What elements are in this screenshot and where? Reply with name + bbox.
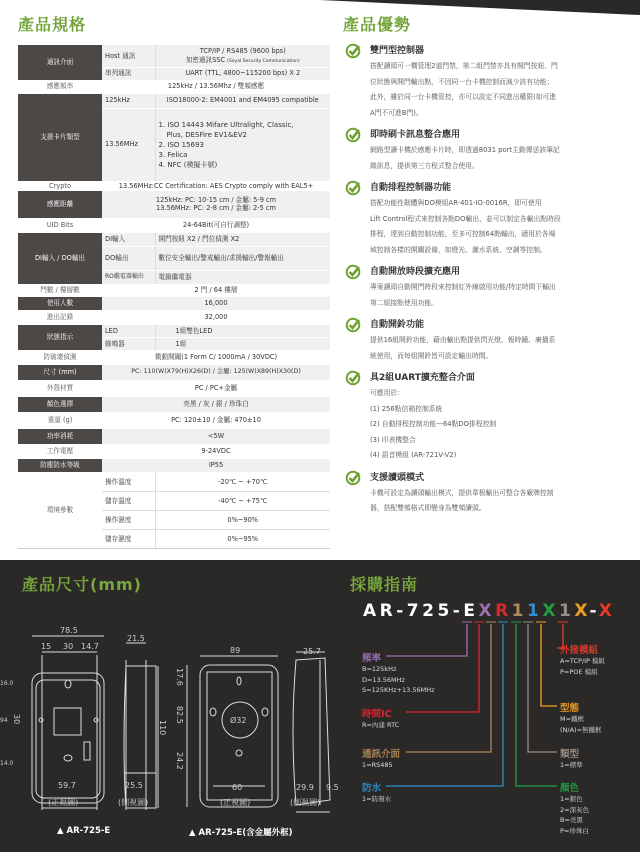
order-option: 1=防潑水 (362, 795, 392, 803)
order-option: R=內建 RTC (362, 721, 400, 729)
spec-sublabel: Host 通訊 (102, 45, 155, 67)
dim-label: 59.7 (58, 781, 76, 790)
advantage-text: 統使用，而每組開鈴皆可設定輸出時間。 (370, 351, 493, 360)
spec-label: 功率消耗 (18, 428, 102, 444)
spec-label: 工作電壓 (18, 444, 102, 458)
spec-value: 32,000 (102, 310, 330, 324)
dim-label: Ø32 (230, 716, 247, 725)
spec-label: 重量 (g) (18, 412, 102, 428)
dim-label: 94 (0, 717, 8, 724)
spec-value: 0%~90% (155, 510, 330, 529)
order-option: A=TCP/IP 模組 (560, 657, 606, 665)
ordering-title: 採購指南 (350, 575, 419, 594)
side-view-caption: (側視圖) (118, 798, 149, 807)
advantage-text: (3) 印表機整合 (370, 435, 416, 444)
order-option: S=125KHz+13.56MHz (362, 686, 435, 694)
order-group-options (362, 760, 393, 771)
spec-value: -20℃ ~ +70℃ (155, 472, 330, 491)
order-group-options (560, 760, 583, 771)
order-group-options (560, 656, 605, 677)
spec-label: Crypto (18, 181, 102, 190)
spec-value: 微動開關(1 Form C/ 1000mA / 30VDC) (102, 350, 330, 364)
spec-sublabel: 操作溫度 (102, 472, 155, 491)
order-option: P=珍珠白 (560, 826, 589, 835)
order-option: D=13.56MHz (362, 675, 405, 684)
dim-label: 89 (230, 646, 241, 655)
order-group-options (560, 794, 589, 836)
front-view-caption: (正視圖) (48, 798, 79, 807)
dim-label: 60 (232, 783, 243, 792)
advantage-text: 排程，達到自動控制功能，至多可控制64點輸出，適用於各場 (370, 230, 556, 238)
spec-label: 防塵防水等級 (18, 458, 102, 472)
spec-sublabel: 串列通訊 (102, 67, 155, 80)
dim-label: 14.0 (0, 760, 14, 767)
spec-value: 125kHz / 13.56Mhz / 雙頻感應 (102, 80, 330, 93)
spec-sublabel: 操作濕度 (102, 510, 155, 529)
dim-label: 30 (12, 714, 21, 725)
advantage-title: 雙門型控制器 (370, 46, 425, 56)
front-view-caption: (正視圖) (220, 798, 251, 807)
order-group-label: 顏色 (560, 783, 580, 794)
spec-sublabel: RO繼電器輸出 (102, 270, 155, 284)
order-group-options (560, 714, 602, 735)
advantage-text: 此外，雖於同一台卡機管控，亦可以設定不同進出權限(如可進 (370, 93, 557, 101)
spec-label: 使用人數 (18, 296, 102, 310)
spec-value: 125kHz: PC: 10-15 cm / 金屬: 5-9 cm 13.56MHz: PC: 2-8 cm / 金屬: 2-5 cm (102, 190, 330, 218)
spec-value: PC: 110(W)X79(H)X26(D) / 金屬: 125(W)X89(H)X30(D) (102, 364, 330, 380)
order-group-label: 型態 (560, 703, 580, 714)
dim-label: 29.9 (296, 783, 314, 792)
dim-label: 110 (158, 720, 167, 736)
spec-value: IP55 (102, 458, 330, 472)
order-option: 1=標準 (560, 761, 583, 769)
advantage-text: 域控制各樣的開關設備，如燈光、灑水系統、空調等控制。 (370, 245, 547, 254)
model-label: ▲ AR-725-E (57, 826, 111, 836)
spec-value: TCP/IP / RS485 (9600 bps) 加密通訊SSC (Soyal Security Communication) (155, 45, 330, 67)
order-option: P=POE 模組 (560, 667, 598, 676)
advantage-text: A門不可進B門)。 (370, 108, 423, 117)
spec-sublabel: DI輸入 (102, 232, 155, 246)
advantage-title: 自動開放時段擴充應用 (370, 267, 461, 277)
dim-label: 82.5 (175, 706, 184, 724)
advantage-title: 即時刷卡訊息整合應用 (370, 130, 461, 140)
advantage-text: 位狀態與開門輸出點，不因同一台卡機控制而減少該有功能； (370, 77, 554, 86)
order-option: 1=銀色 (560, 795, 583, 803)
dim-label: 30 (63, 642, 74, 651)
spec-label: 感應距離 (18, 190, 102, 218)
order-group-label: 時間IC (362, 709, 392, 720)
code-char: R (495, 601, 512, 621)
spec-value: 1組雙色LED (155, 324, 330, 337)
side-view-caption: (側視圖) (290, 798, 321, 807)
spec-label: 狀態指示 (18, 324, 102, 350)
spec-value: -40℃ ~ +75℃ (155, 491, 330, 510)
spec-label: 防破壞偵測 (18, 350, 102, 364)
spec-value: 1. ISO 14443 Mifare Ultralight, Classic, Plus, DESFire EV1&EV2 2. ISO 15693 3. Felica 4. NFC (模擬卡號) (155, 108, 330, 181)
advantage-title: 自動開鈴功能 (370, 320, 425, 330)
spec-label: 感應頻率 (18, 80, 102, 93)
code-char: X (478, 601, 496, 621)
code-prefix: AR-725-E (363, 601, 479, 621)
advantage-text: Lift Control程式來控制各點DO輸出，並可以制定各輸出點時段 (370, 214, 561, 223)
dim-label: 17.6 (175, 668, 184, 686)
order-group-options (362, 720, 399, 731)
spec-value: 0%~95% (155, 529, 330, 548)
advantage-text: 可應用於： (370, 389, 404, 397)
code-char: 1 (527, 601, 543, 621)
code-char: 1 (558, 601, 575, 621)
advantage-text: 搭配功能性韌體與DO模組AR-401-IO-0016R，即可使用 (370, 199, 542, 207)
order-option: 1=RS485 (362, 761, 393, 769)
order-group-label: 類型 (560, 749, 580, 760)
order-group-options (362, 794, 391, 805)
spec-label: 尺寸 (mm) (18, 364, 102, 380)
model-label: ▲ AR-725-E(含金屬外框) (189, 828, 293, 838)
spec-value: UART (TTL, 4800~115200 bps) X 2 (155, 67, 330, 80)
order-option: B=亮黑 (560, 816, 583, 824)
spec-label: UID Bits (18, 218, 102, 232)
spec-sublabel: 蜂鳴器 (102, 337, 155, 350)
advantage-text: 器，搭配雙頻格式即變身為雙頻讀頭。 (370, 504, 486, 512)
spec-value: 數位安全輸出/警戒輸出/求援輸出/警報輸出 (155, 246, 330, 270)
spec-label: 環境參數 (18, 472, 102, 548)
spec-value: 電鎖繼電器 (155, 270, 330, 284)
order-option: M=鐵框 (560, 715, 585, 723)
spec-value: 13.56MHz:CC Certification: AES Crypto comply with EAL5+ (102, 181, 330, 190)
dim-label: 16.0 (0, 680, 14, 687)
spec-label: 門數 / 樓層數 (18, 284, 102, 296)
advantage-text: (2) 自動排程控制功能—64點DO排程控制 (370, 420, 497, 428)
advantage-text: (4) 語音模組 (AR-721V-V2) (370, 451, 457, 459)
code-char: 1 (511, 601, 528, 621)
code-connector-line (528, 624, 557, 752)
spec-value: 16,000 (102, 296, 330, 310)
spec-value: <5W (102, 428, 330, 444)
code-char: X (598, 601, 616, 621)
spec-value: 9-24VDC (102, 444, 330, 458)
spec-sublabel: 儲存濕度 (102, 529, 155, 548)
spec-sublabel: DO輸出 (102, 246, 155, 270)
spec-value: PC: 120±10 / 金屬: 470±10 (102, 412, 330, 428)
code-connector-line (386, 624, 503, 786)
order-option: B=125kHz (362, 665, 397, 673)
spec-sublabel: 儲存溫度 (102, 491, 155, 510)
spec-label: 進出記錄 (18, 310, 102, 324)
order-option: 2=深灰色 (560, 805, 590, 814)
code-connector-line (516, 624, 557, 786)
spec-value: ISO18000-2: EM4001 and EM4095 compatible (155, 93, 330, 108)
advantage-text: 錄訊息，提供第三方程式整合使用。 (370, 161, 479, 170)
order-option: (N/A)=無鐵框 (560, 725, 602, 734)
dim-label: 25.7 (303, 647, 321, 656)
advantage-text: 提供16組開鈴功能，藉由輸出點提供閃光燈、報時鐘、廣播系 (370, 336, 556, 344)
code-connector-line (386, 624, 467, 656)
code-connector-line (541, 624, 557, 706)
advantages-title: 產品優勢 (343, 15, 412, 34)
order-group-label: 外接模組 (560, 645, 599, 656)
advantage-title: 自動排程控制器功能 (370, 183, 452, 193)
spec-label: DI輸入 / DO輸出 (18, 232, 102, 284)
spec-value: 亮黑 / 灰 / 銀 / 珍珠白 (102, 396, 330, 412)
spec-label: 支援卡片類型 (18, 93, 102, 181)
order-group-label: 通訊介面 (362, 749, 401, 760)
advantage-title: 具2組UART擴充整合介面 (370, 373, 475, 383)
spec-value: PC / PC+金屬 (102, 380, 330, 396)
spec-sublabel: 13.56MHz (102, 108, 155, 181)
code-char: X (542, 601, 559, 621)
dim-label: 21.5 (127, 634, 145, 643)
advantage-text: 卡機可設定為讀頭輸出模式，提供韋根輸出可整合各廠牌控制 (370, 488, 554, 497)
spec-value: 開門按鈕 X2 / 門位偵測 X2 (155, 232, 330, 246)
spec-title: 產品規格 (18, 15, 87, 34)
spec-value: 24-64Bit(可自行調整) (102, 218, 330, 232)
advantage-text: 搭配讀頭可一機管理2道門禁，第二組門禁亦具有開門按鈕、門 (370, 62, 558, 70)
spec-label: 顏色選擇 (18, 396, 102, 412)
spec-label: 外殼材質 (18, 380, 102, 396)
spec-value: 2 門 / 64 樓層 (102, 284, 330, 296)
order-group-label: 防水 (362, 783, 382, 794)
advantage-text: (1) 256點信箱控制系統 (370, 404, 443, 413)
dim-label: 14.7 (81, 642, 99, 651)
dim-label: 25.5 (125, 781, 143, 790)
dim-label: 24.2 (175, 752, 184, 770)
code-char: - (589, 601, 599, 621)
dim-label: 15 (41, 642, 52, 651)
advantage-text: 專案讀頭自動開門時段來控制紅外線啟用功能/特定時間下輸出 (370, 283, 556, 291)
spec-value: 1組 (155, 337, 330, 350)
advantage-text: 第二組接點使用功能。 (370, 298, 438, 307)
spec-label: 通訊介面 (18, 45, 102, 80)
spec-sublabel: LED (102, 324, 155, 337)
spec-sublabel: 125kHz (102, 93, 155, 108)
advantage-title: 支援讀頭模式 (370, 472, 425, 483)
dim-label: 78.5 (60, 626, 78, 635)
code-char: X (574, 601, 590, 621)
dim-label: 9.5 (326, 783, 339, 792)
advantage-text: 網路型讀卡機於感應卡片時，即透過8031 port主動傳送該筆記 (370, 146, 560, 154)
order-group-options (362, 664, 435, 696)
dimensions-title: 產品尺寸(mm) (22, 575, 142, 594)
order-group-label: 頻率 (362, 653, 382, 664)
